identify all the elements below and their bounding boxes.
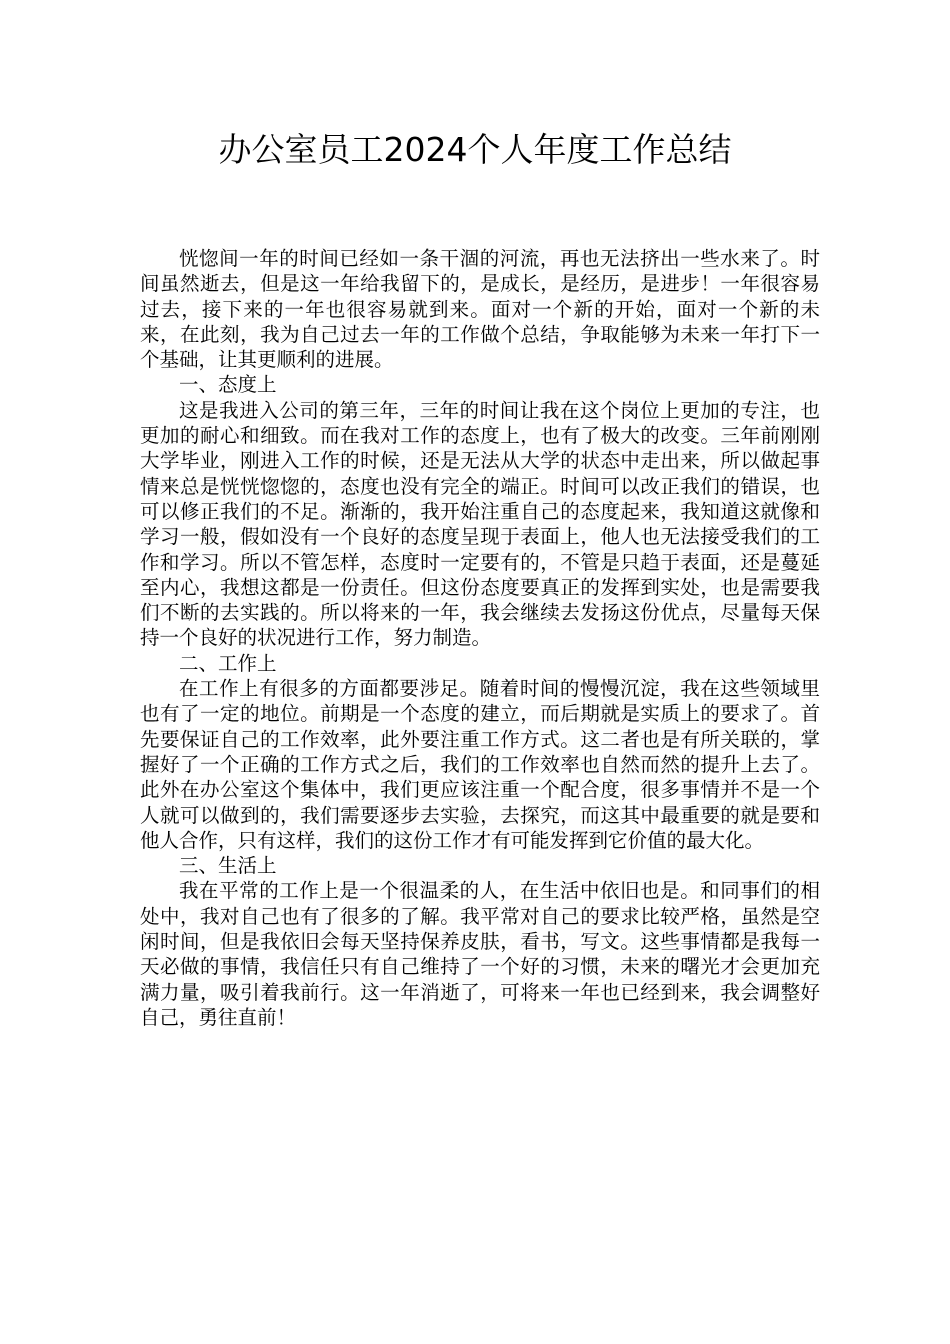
section-heading-life: 三、生活上: [179, 854, 277, 878]
paragraph-work: 在工作上有很多的方面都要涉足。随着时间的慢慢沉淀，我在这些领域里也有了一定的地位。前期是一个态度的建立，而后期就是实质上的要求了。首先要保证自己的工作效率，此外要注重工作方式。这二者也是有所关联的，掌握好了一个正确的工作方式之后，我们的工作效率也自然而然的提升上去了。此外在办公室这个集体中，我们更应该注重一个配合度，很多事情并不是一个人就可以做到的，我们需要逐步去实验，去探究，而这其中最重要的就是要和他人合作，只有这样，我们的这份工作才有可能发挥到它价值的最大化。: [140, 677, 820, 852]
paragraph-attitude: 这是我进入公司的第三年，三年的时间让我在这个岗位上更加的专注，也更加的耐心和细致。而在我对工作的态度上，也有了极大的改变。三年前刚刚大学毕业，刚进入工作的时候，还是无法从大学的状态中走出来，所以做起事情来总是恍恍惚惚的，态度也没有完全的端正。时间可以改正我们的错误，也可以修正我们的不足。渐渐的，我开始注重自己的态度起来，我知道这就像和学习一般，假如没有一个良好的态度呈现于表面上，他人也无法接受我们的工作和学习。所以不管怎样，态度时一定要有的，不管是只趋于表面，还是蔓延至内心，我想这都是一份责任。但这份态度要真正的发挥到实处，也是需要我们不断的去实践的。所以将来的一年，我会继续去发扬这份优点，尽量每天保持一个良好的状况进行工作，努力制造。: [140, 398, 820, 650]
document-body: [140, 246, 820, 1030]
section-heading-attitude: 一、态度上: [179, 373, 277, 397]
document-title: 办公室员工2024个人年度工作总结: [218, 130, 732, 169]
section-heading-work: 二、工作上: [179, 651, 277, 675]
paragraph-intro: 恍惚间一年的时间已经如一条干涸的河流，再也无法挤出一些水来了。时间虽然逝去，但是这一年给我留下的，是成长，是经历，是进步！一年很容易过去，接下来的一年也很容易就到来。面对一个新的开始，面对一个新的未来，在此刻，我为自己过去一年的工作做个总结，争取能够为未来一年打下一个基础，让其更顺利的进展。: [140, 247, 820, 372]
paragraph-life: 我在平常的工作上是一个很温柔的人，在生活中依旧也是。和同事们的相处中，我对自己也有了很多的了解。我平常对自己的要求比较严格，虽然是空闲时间，但是我依旧会每天坚持保养皮肤，看书，写文。这些事情都是我每一天必做的事情，我信任只有自己维持了一个好的习惯，未来的曙光才会更加充满力量，吸引着我前行。这一年消逝了，可将来一年也已经到来，我会调整好自己，勇往直前！: [140, 879, 820, 1029]
